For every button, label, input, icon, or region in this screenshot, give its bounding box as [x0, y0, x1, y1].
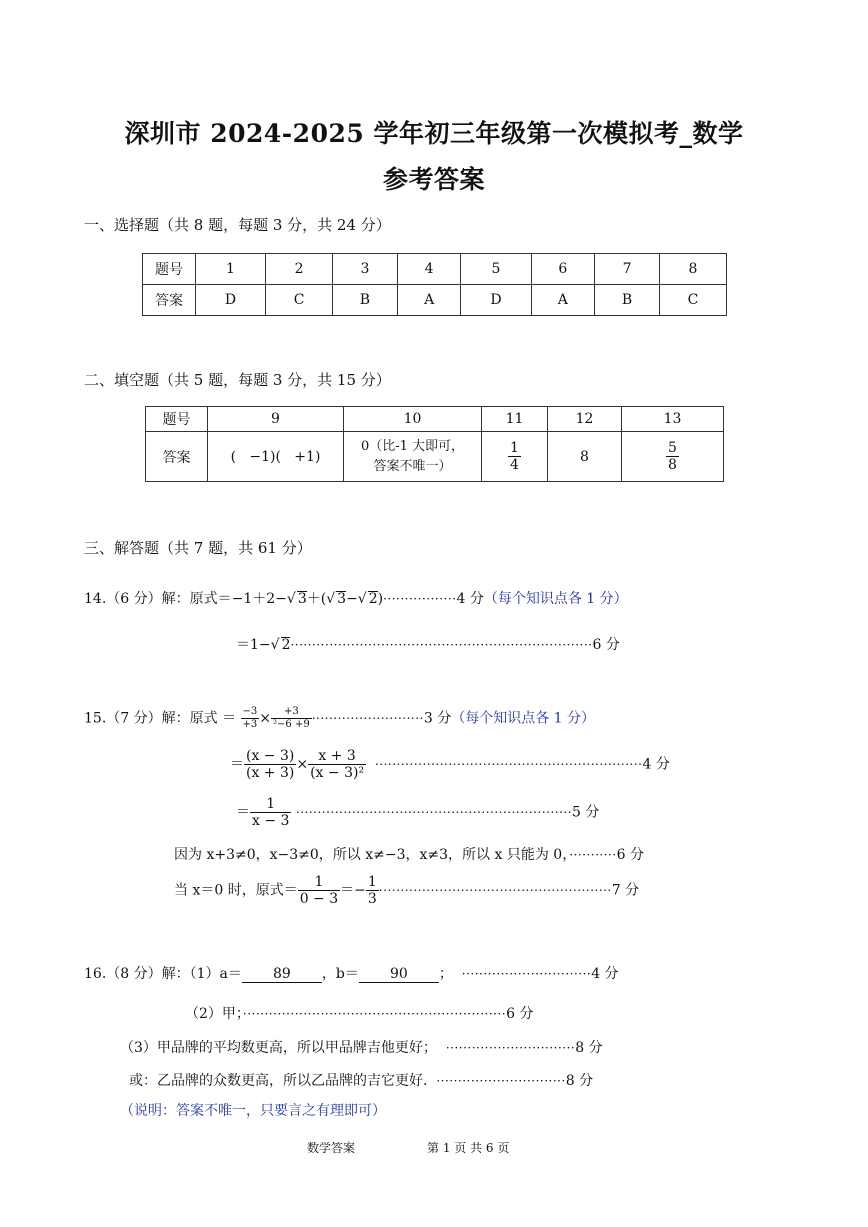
- cell-number: 11: [482, 407, 548, 432]
- cell-answer: B: [333, 285, 398, 316]
- page-subtitle: 参考答案: [382, 165, 485, 194]
- answer-12: 8: [548, 432, 622, 482]
- answer-13: [622, 432, 724, 482]
- denominator: (x − 3)²: [310, 765, 365, 781]
- numerator: x + 3: [308, 748, 366, 765]
- fraction: [366, 874, 379, 907]
- q14-line1: [84, 588, 628, 608]
- cell-number: 4: [397, 254, 461, 285]
- cell-number: 10: [344, 407, 482, 432]
- q16-line1: [84, 963, 619, 983]
- score: 6 分: [592, 637, 620, 653]
- sqrt-icon: √: [357, 591, 367, 607]
- cell-answer: B: [595, 285, 660, 316]
- scoring-note: （每个知识点各 1 分）: [451, 710, 596, 727]
- cell-answer: A: [397, 285, 461, 316]
- answer-10-line2: 答案不唯一）: [373, 458, 452, 474]
- denominator: +3: [242, 719, 258, 730]
- score: 6 分: [506, 1006, 534, 1022]
- leader-dots: ······························: [461, 967, 592, 981]
- fraction: [250, 796, 291, 829]
- fraction: [298, 874, 340, 907]
- q14-minus: −: [346, 591, 358, 607]
- fraction: [666, 440, 679, 473]
- q16-line3: [120, 1037, 603, 1057]
- fill-answer-table: [145, 406, 724, 482]
- numerator: 5: [668, 440, 677, 456]
- sqrt-icon: √: [270, 637, 280, 653]
- radicand: 2: [368, 591, 378, 607]
- q16-line4: [129, 1070, 593, 1090]
- q16-note: （说明：答案不唯一，只要言之有理即可）: [120, 1103, 386, 1119]
- answer-10: [344, 432, 482, 482]
- radicand: 3: [297, 591, 307, 607]
- cell-number: 5: [461, 254, 531, 285]
- q14-label: 14.（6 分）解：原式＝−1＋2−: [84, 591, 287, 607]
- q16-line2: [185, 1003, 533, 1023]
- cell-answer: C: [266, 285, 333, 316]
- q15-line1: [84, 706, 595, 731]
- equals: ＝: [236, 804, 250, 821]
- numerator: +3: [271, 706, 312, 719]
- footer-page-number: 第 1 页 共 6 页: [427, 1141, 510, 1155]
- cell-number: 7: [595, 254, 660, 285]
- score: 4 分: [456, 591, 484, 607]
- q16-part3-alt: 或：乙品牌的众数更高，所以乙品牌的吉它更好.: [129, 1073, 428, 1089]
- row-label-number: 题号: [146, 407, 208, 432]
- score: 8 分: [565, 1073, 594, 1089]
- q16-label: 16.（8 分）解：（1）a＝: [84, 966, 242, 982]
- score: 5 分: [572, 804, 600, 821]
- times-sign: ×: [296, 756, 309, 773]
- q15-line4: [174, 844, 644, 864]
- row-label-answer: 答案: [146, 432, 208, 482]
- q15-l5-pre: 当 x＝0 时，原式＝: [174, 882, 298, 899]
- leader-dots: ······························································: [374, 757, 643, 772]
- cell-number: 9: [208, 407, 344, 432]
- q15-reason: 因为 x+3≠0，x−3≠0，所以 x≠−3，x≠3，所以 x 只能为 0，: [174, 847, 570, 863]
- q14-line2-pre: ＝1−: [236, 637, 271, 653]
- answer-10-line1: 0（比-1 大即可，: [360, 438, 465, 454]
- cell-number: 1: [196, 254, 266, 285]
- answer-b: 90: [359, 966, 439, 983]
- times-sign: ×: [259, 710, 272, 727]
- answer-a: 89: [242, 966, 322, 983]
- score: 6 分: [616, 847, 645, 863]
- numerator: 1: [250, 796, 291, 813]
- leader-dots: ······················································: [378, 883, 612, 898]
- denominator: 3: [367, 891, 377, 907]
- cell-answer: D: [461, 285, 531, 316]
- numerator: 1: [298, 874, 340, 891]
- q15-l5-mid: ＝−: [340, 882, 366, 899]
- score: 4 分: [642, 756, 670, 773]
- leader-dots: ································································: [295, 805, 573, 820]
- leader-dots: ·················: [383, 592, 457, 606]
- denominator: ²−6 +9: [273, 719, 310, 730]
- fraction: [241, 706, 260, 731]
- denominator: 4: [510, 457, 519, 473]
- numerator: −3: [242, 706, 258, 717]
- numerator: 1: [510, 440, 519, 456]
- q14-mid: ＋(: [306, 591, 327, 607]
- score: 3 分: [423, 710, 452, 727]
- cell-number: 2: [266, 254, 333, 285]
- row-label-answer: 答案: [143, 285, 196, 316]
- section1-heading: 一、选择题（共 8 题，每题 3 分，共 24 分）: [84, 216, 391, 234]
- numerator: (x − 3): [246, 748, 295, 764]
- answer-11: [482, 432, 548, 482]
- radicand: 2: [281, 637, 291, 653]
- answer-9: ( −1)( +1): [208, 432, 344, 482]
- q14-close: ): [377, 591, 384, 607]
- radicand: 3: [337, 591, 347, 607]
- cell-number: 3: [333, 254, 398, 285]
- numerator: 1: [367, 874, 377, 890]
- sqrt-icon: √: [326, 591, 336, 607]
- denominator: (x + 3): [246, 765, 295, 781]
- denominator: 0 − 3: [299, 891, 339, 907]
- section2-heading: 二、填空题（共 5 题，每题 3 分，共 15 分）: [84, 371, 391, 389]
- q16-b-label: ，b＝: [321, 966, 359, 982]
- fraction: [508, 440, 521, 473]
- leader-dots: ······························: [436, 1074, 566, 1088]
- row-label-number: 题号: [143, 254, 196, 285]
- cell-number: 13: [622, 407, 724, 432]
- q14-line2: [236, 634, 620, 654]
- q16-part2: （2）甲；: [185, 1006, 243, 1022]
- cell-number: 8: [659, 254, 726, 285]
- page-title: 深圳市 2024-2025 学年初三年级第一次模拟考_数学: [124, 119, 744, 148]
- fraction: [308, 748, 366, 781]
- cell-number: 12: [548, 407, 622, 432]
- choice-answer-table: [142, 253, 727, 316]
- leader-dots: ······························: [445, 1041, 576, 1055]
- semicolon: ；: [438, 966, 453, 982]
- leader-dots: ··························: [311, 711, 424, 726]
- score: 8 分: [575, 1040, 603, 1056]
- cell-number: 6: [531, 254, 595, 285]
- score: 7 分: [611, 882, 640, 899]
- section3-heading: 三、解答题（共 7 题，共 61 分）: [84, 539, 312, 557]
- q15-line5: [174, 874, 639, 907]
- q15-label: 15.（7 分）解：原式 ＝: [84, 710, 237, 727]
- q15-line3: [236, 796, 599, 829]
- cell-answer: C: [659, 285, 726, 316]
- q16-part3: （3）甲品牌的平均数更高，所以甲品牌吉他更好；: [120, 1040, 437, 1056]
- denominator: x − 3: [252, 813, 290, 829]
- footer-left: 数学答案: [307, 1141, 356, 1155]
- leader-dots: ·····························································: [242, 1007, 507, 1021]
- cell-answer: D: [196, 285, 266, 316]
- leader-dots: ···········: [569, 848, 617, 862]
- fraction: [244, 748, 296, 781]
- equals: ＝: [230, 756, 244, 773]
- denominator: 8: [668, 457, 677, 473]
- q15-line2: [230, 748, 670, 781]
- sqrt-icon: √: [286, 591, 296, 607]
- scoring-note: （每个知识点各 1 分）: [483, 591, 628, 607]
- leader-dots: ······································································: [290, 638, 593, 652]
- score: 4 分: [591, 966, 619, 982]
- fraction: [271, 706, 312, 731]
- cell-answer: A: [531, 285, 595, 316]
